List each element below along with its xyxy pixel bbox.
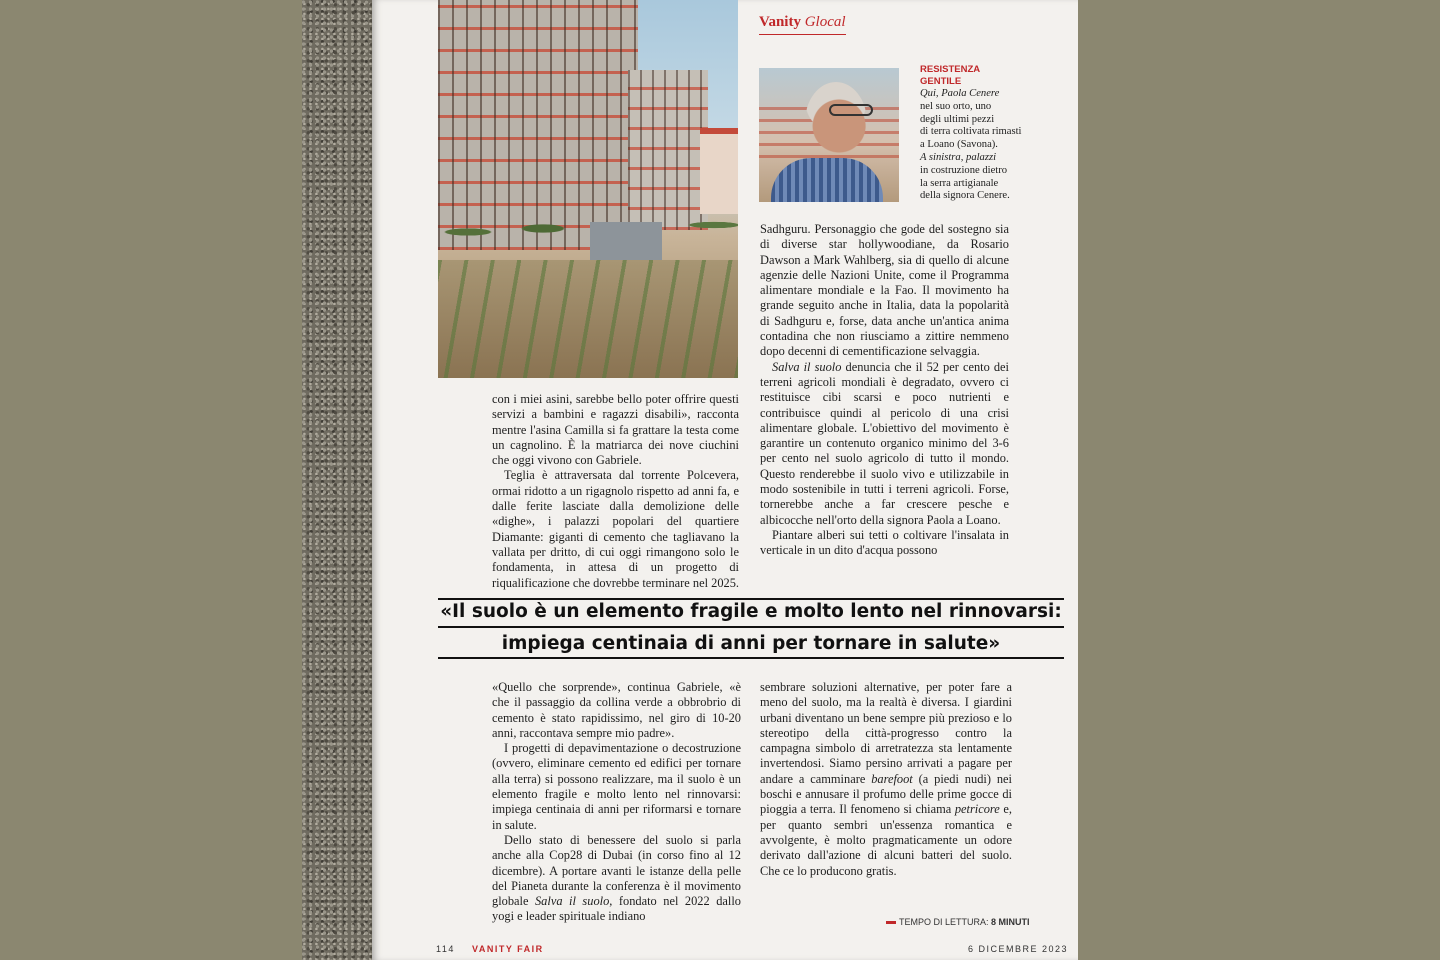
pullquote-rule-middle bbox=[438, 626, 1064, 628]
reading-time bbox=[886, 917, 1030, 927]
paragraph: Piantare alberi sui tetti o coltivare l'insalata in verticale in un dito d'acqua possono bbox=[760, 527, 1009, 558]
italic-title: Salva il suolo bbox=[772, 359, 842, 374]
caption-line: A sinistra, palazzi bbox=[920, 151, 997, 163]
caption-title-line1: RESISTENZA bbox=[920, 64, 981, 75]
vegetable-garden bbox=[438, 260, 738, 378]
pullquote-line2: impiega centinaia di anni per tornare in salute» bbox=[501, 633, 1001, 654]
column-bottom-right bbox=[760, 680, 1012, 879]
caption-line: in costruzione dietro bbox=[920, 164, 1008, 176]
italic-word: barefoot bbox=[871, 771, 913, 786]
paragraph: Teglia è attraversata dal torrente Polcevera, ormai ridotto a un rigagnolo rispetto ad anni fa, e dalle ferite lasciate dalla demolizione delle «dighe», i palazzi popolari del quartiere Diamante: giganti di cemento che tagliavano la vallata per dritto, di cui oggi rimangono solo le fondamenta, in attesa di un progetto di riqualificazione che dovrebbe terminare nel 2025. bbox=[492, 468, 740, 590]
paragraph-text: Dello stato di benessere del suolo si parla anche alla Cop28 di Dubai (in corso fino al 12 dicembre). A portare avanti le istanze della pelle del Pianeta durante la conferenza è il movimento globale bbox=[492, 832, 741, 909]
gravel-background bbox=[302, 0, 372, 960]
trees bbox=[438, 190, 738, 260]
paragraph bbox=[760, 680, 1012, 879]
striped-dress bbox=[771, 158, 883, 202]
paragraph-text: (a piedi nudi) nei boschi e annusare il profumo delle prime gocce di pioggia a terra. Il fenomeno si chiama bbox=[760, 771, 1012, 817]
footer-date: 6 DICEMBRE 2023 bbox=[968, 944, 1069, 954]
column-bottom-left bbox=[492, 680, 741, 925]
pullquote-rule-bottom bbox=[438, 657, 1064, 659]
italic-title: Salva il suolo bbox=[534, 894, 610, 909]
portrait-head bbox=[805, 82, 867, 162]
caption-line: di terra coltivata rimasti bbox=[920, 126, 1022, 138]
pullquote-rule-top bbox=[438, 598, 1064, 600]
caption-title-line2: GENTILE bbox=[920, 76, 962, 87]
paragraph-text: denuncia che il 52 per cento dei terreni agricoli mondiali è degradato, ovvero ci restituisce cibi scarsi e poco nutrienti e contribuisce quindi al pericolo di una crisi alimentare globale. L'obiettivo del movimento è garantire un contenuto organico minimo del 3-6 per cento nel suolo agricolo di tutto il mondo. Questo renderebbe il suolo vivo e utilizzabile in modo sostenibile in tutti i terreni agricoli. Forse, tornerebbe anche a far crescere pesche e albicocche nell'orto della signora Paola a Loano. bbox=[760, 359, 1009, 527]
column-top-right bbox=[760, 222, 1009, 559]
pullquote-line1: «Il suolo è un elemento fragile e molto lento nel rinnovarsi: bbox=[440, 601, 1062, 622]
caption-line: nel suo orto, uno bbox=[920, 100, 992, 112]
section-masthead bbox=[759, 14, 846, 35]
caption-line: a Loano (Savona). bbox=[920, 139, 998, 151]
construction-garden-photo bbox=[438, 0, 738, 378]
paragraph-text: sembrare soluzioni alternative, per poter fare a meno del suolo, ma la realtà è diversa. I giardini urbani diventano un bene sempre più prezioso e lo stereotipo della città-progresso contro la campagna simbolo di arretratezza sta lentamente invertendosi. Siamo persino arrivati a pagare per andare a camminare bbox=[760, 680, 1012, 786]
footer-magazine: VANITY FAIR bbox=[472, 944, 544, 954]
shed bbox=[590, 222, 662, 260]
caption-line: della signora Cenere. bbox=[920, 190, 1010, 202]
paragraph: I progetti di depavimentazione o decostruzione (ovvero, eliminare cemento ed edifici per tornare alla terra) si possono realizzare, ma il suolo è un elemento fragile e molto lento nel rinnovarsi: impiega centinaia di anni per riformarsi e tornare in salute. bbox=[492, 741, 741, 832]
caption-body bbox=[920, 88, 1040, 203]
masthead-section: Glocal bbox=[804, 14, 846, 30]
paragraph bbox=[760, 360, 1009, 528]
caption-line: Qui, Paola Cenere bbox=[920, 88, 1000, 99]
italic-word: petricore bbox=[954, 802, 1000, 817]
caption-line: la serra artigianale bbox=[920, 177, 999, 189]
reading-time-label: TEMPO DI LETTURA: bbox=[899, 917, 989, 927]
paragraph: «Quello che sorprende», continua Gabriele, «è che il passaggio da collina verde a obbrobrio di cemento è stato rapidissimo, nel giro di 10-20 anni, raccontava sempre mio padre». bbox=[492, 680, 741, 740]
red-dash-icon bbox=[886, 921, 896, 924]
masthead-brand: Vanity bbox=[759, 14, 801, 30]
glasses bbox=[829, 104, 873, 116]
paragraph-text: e, per quanto sembri un'essenza romantica e avvolgente, è molto pragmaticamente un odore derivato dall'azione di alcuni batteri del suolo. Che ce lo producono gratis. bbox=[760, 802, 1012, 878]
paragraph bbox=[492, 833, 741, 925]
reading-time-value: 8 MINUTI bbox=[991, 917, 1030, 927]
column-top-left bbox=[492, 392, 739, 591]
caption-line: degli ultimi pezzi bbox=[920, 113, 995, 125]
paragraph: Sadhguru. Personaggio che gode del sostegno sia di diverse star hollywoodiane, da Rosario Dawson a Mark Wahlberg, sia di quello di alcune agenzie delle Nazioni Unite, come il Programma alimentare mondiale e la Fao. Il movimento ha grande seguito anche in Italia, data la popolarità di Sadhguru e, forse, data anche un'antica anima contadina che non riusciamo a zittire nemmeno dopo decenni di cementificazione selvaggia. bbox=[760, 222, 1009, 359]
page-number: 114 bbox=[436, 944, 455, 954]
paragraph: con i miei asini, sarebbe bello poter offrire questi servizi a bambini e ragazzi disabili», racconta mentre l'asina Camilla si fa grattare la testa come un cagnolino. È la matriarca dei nove ciuchini che oggi vivono con Gabriele. bbox=[492, 392, 739, 468]
paragraph-text: , fondato nel 2022 dallo yogi e leader spirituale indiano bbox=[492, 894, 741, 924]
caption-title bbox=[920, 64, 980, 88]
portrait-photo bbox=[759, 68, 899, 202]
